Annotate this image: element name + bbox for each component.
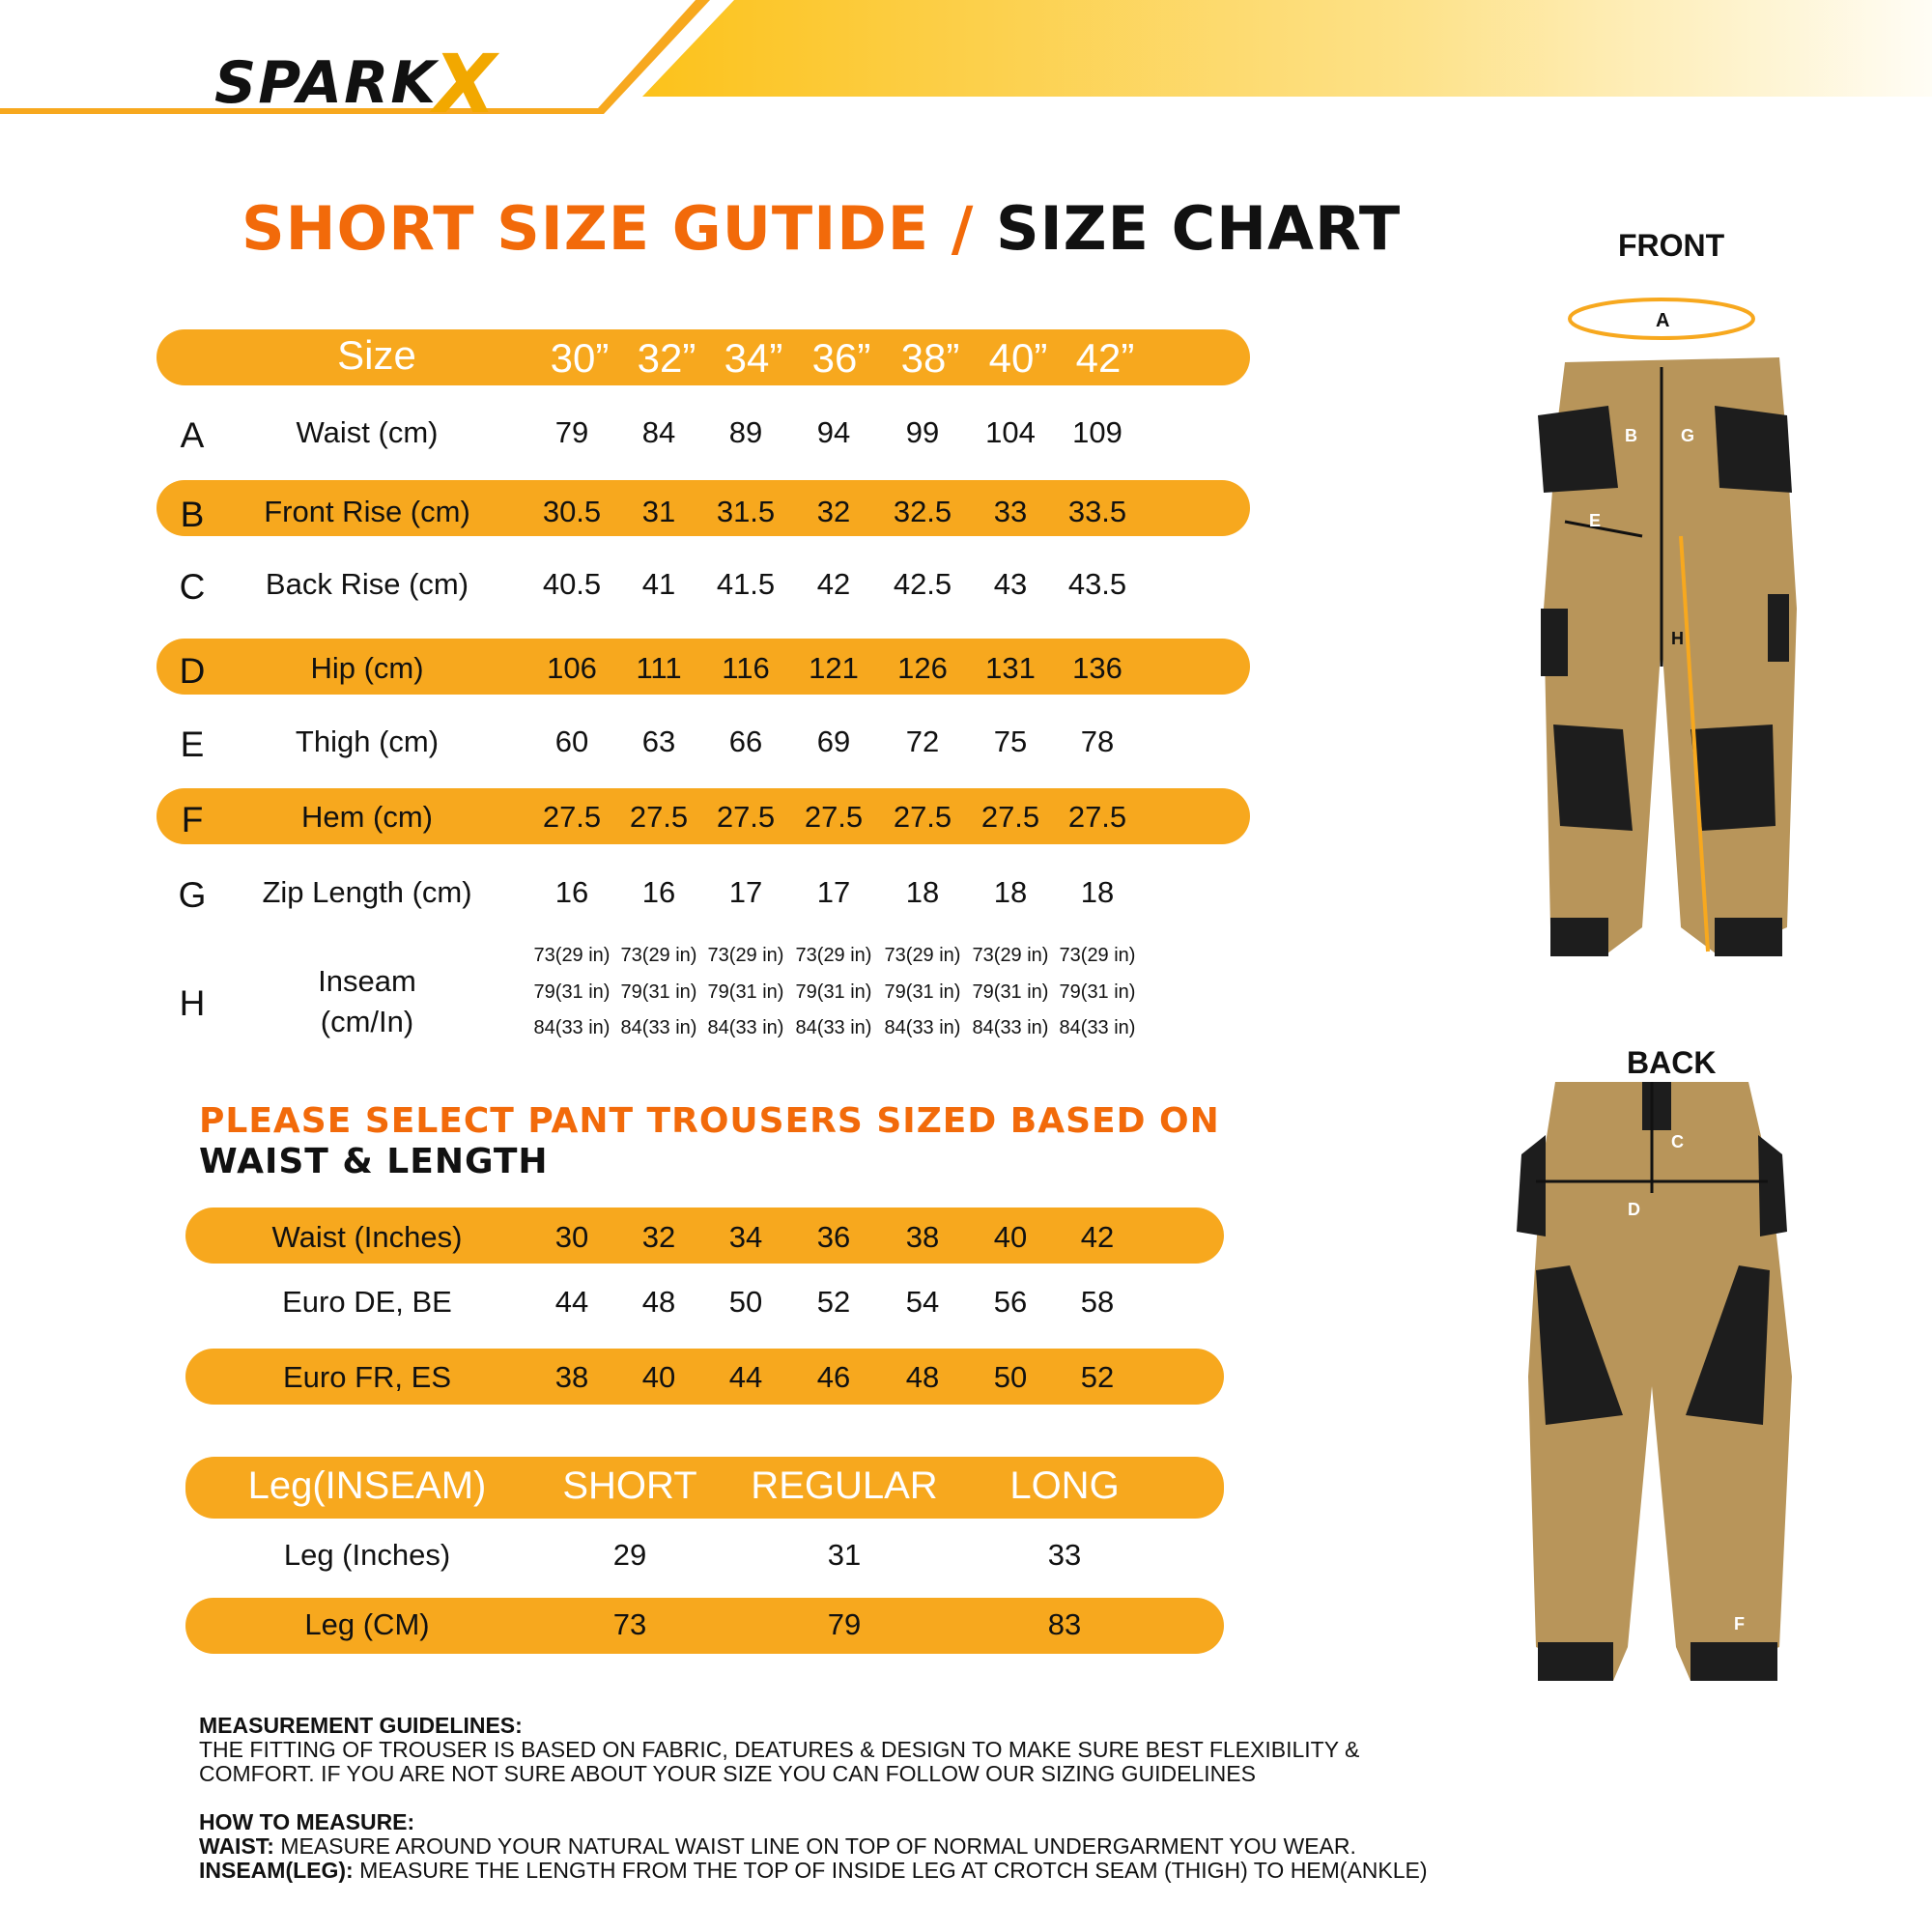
row-letter: B xyxy=(180,495,205,534)
waist-row-value: 34 xyxy=(728,1220,763,1254)
waist-row-value: 58 xyxy=(1080,1285,1115,1319)
title-part2: SIZE CHART xyxy=(995,193,1402,264)
row-value: 40.5 xyxy=(542,567,602,601)
inseam-letter: H xyxy=(179,983,206,1023)
row-label: Hip (cm) xyxy=(310,651,424,685)
row-value: 116 xyxy=(722,651,770,685)
row-value: 41 xyxy=(641,567,676,601)
back-mark-d: D xyxy=(1628,1200,1640,1219)
row-value: 18 xyxy=(1080,875,1115,909)
front-view-label: FRONT xyxy=(1618,228,1725,263)
leg-row-value: 31 xyxy=(827,1538,862,1572)
size-header-col: 42” xyxy=(1075,335,1135,381)
row-letter: C xyxy=(179,567,206,607)
leg-row-label: Leg (CM) xyxy=(304,1607,430,1641)
waist-row-value: 54 xyxy=(905,1285,940,1319)
waist-row-value: 50 xyxy=(993,1360,1028,1394)
row-value: 104 xyxy=(985,415,1036,449)
row-value: 75 xyxy=(993,724,1028,758)
front-mark-a: A xyxy=(1656,310,1670,331)
leg-header-col: REGULAR xyxy=(751,1464,938,1507)
waist-row-label: Waist (Inches) xyxy=(271,1220,463,1254)
leg-header-label: Leg(INSEAM) xyxy=(247,1464,487,1507)
size-header-col: 38” xyxy=(900,335,960,381)
leg-row-value: 33 xyxy=(1047,1538,1082,1572)
row-letter: D xyxy=(179,651,206,691)
inseam-value: 73(29 in) xyxy=(533,945,611,966)
inseam-value: 73(29 in) xyxy=(1059,945,1136,966)
row-value: 17 xyxy=(816,875,851,909)
row-label: Thigh (cm) xyxy=(295,724,440,758)
waist-row-value: 56 xyxy=(993,1285,1028,1319)
row-value: 136 xyxy=(1072,651,1122,685)
row-value: 16 xyxy=(641,875,676,909)
row-value: 106 xyxy=(547,651,597,685)
inseam-value: 73(29 in) xyxy=(795,945,872,966)
row-value: 17 xyxy=(728,875,763,909)
row-label: Zip Length (cm) xyxy=(262,875,472,909)
row-value: 60 xyxy=(554,724,589,758)
row-value: 27.5 xyxy=(542,800,602,834)
select-heading-line2: WAIST & LENGTH xyxy=(199,1142,549,1181)
waist-row-label: Euro FR, ES xyxy=(283,1360,451,1394)
row-value: 27.5 xyxy=(716,800,776,834)
row-label: Front Rise (cm) xyxy=(264,495,470,528)
waist-row-value: 52 xyxy=(816,1285,851,1319)
back-pants-illustration xyxy=(1517,1077,1826,1695)
waist-row-value: 40 xyxy=(641,1360,676,1394)
waist-row-value: 48 xyxy=(905,1360,940,1394)
row-label: Waist (cm) xyxy=(296,415,439,449)
inseam-value: 73(29 in) xyxy=(707,945,784,966)
inseam-value: 84(33 in) xyxy=(1059,1017,1136,1038)
row-value: 43.5 xyxy=(1067,567,1127,601)
row-letter: E xyxy=(180,724,205,764)
row-value: 33.5 xyxy=(1067,495,1127,528)
row-value: 78 xyxy=(1080,724,1115,758)
row-value: 79 xyxy=(554,415,589,449)
inseam-value: 79(31 in) xyxy=(533,981,611,1003)
row-value: 43 xyxy=(993,567,1028,601)
how-to-heading: HOW TO MEASURE: xyxy=(199,1809,415,1834)
page-title xyxy=(242,193,1401,264)
waist-row-value: 36 xyxy=(816,1220,851,1254)
row-value: 89 xyxy=(728,415,763,449)
how-to-waist: WAIST: MEASURE AROUND YOUR NATURAL WAIST LINE ON TOP OF NORMAL UNDERGARMENT YOU WEAR. xyxy=(199,1833,1356,1859)
brand-logo: SPARKX xyxy=(214,37,498,131)
front-pants-illustration xyxy=(1526,290,1816,966)
size-header-col: 32” xyxy=(637,335,696,381)
inseam-value: 84(33 in) xyxy=(620,1017,697,1038)
row-value: 18 xyxy=(993,875,1028,909)
front-mark-e: E xyxy=(1589,511,1602,530)
inseam-label-line2: (cm/In) xyxy=(320,1005,414,1038)
leg-row-label: Leg (Inches) xyxy=(283,1538,451,1572)
waist-row-value: 48 xyxy=(641,1285,676,1319)
row-value: 18 xyxy=(905,875,940,909)
waist-row-value: 42 xyxy=(1080,1220,1115,1254)
inseam-value: 79(31 in) xyxy=(620,981,697,1003)
waist-row-value: 38 xyxy=(905,1220,940,1254)
inseam-value: 73(29 in) xyxy=(884,945,961,966)
leg-row-value: 79 xyxy=(827,1607,862,1641)
row-value: 99 xyxy=(905,415,940,449)
size-header-col: 36” xyxy=(811,335,871,381)
row-value: 42.5 xyxy=(893,567,952,601)
leg-header-col: SHORT xyxy=(562,1464,697,1507)
inseam-value: 84(33 in) xyxy=(533,1017,611,1038)
row-value: 131 xyxy=(985,651,1036,685)
leg-row-value: 73 xyxy=(612,1607,647,1641)
row-value: 41.5 xyxy=(716,567,776,601)
inseam-value: 79(31 in) xyxy=(884,981,961,1003)
row-value: 111 xyxy=(636,651,682,685)
row-letter: A xyxy=(180,415,205,455)
row-value: 27.5 xyxy=(1067,800,1127,834)
row-value: 32.5 xyxy=(893,495,952,528)
waist-row-value: 44 xyxy=(554,1285,589,1319)
waist-row-value: 32 xyxy=(641,1220,676,1254)
row-value: 63 xyxy=(641,724,676,758)
row-value: 69 xyxy=(816,724,851,758)
back-mark-f: F xyxy=(1734,1614,1745,1634)
row-value: 27.5 xyxy=(804,800,864,834)
how-to-measure xyxy=(199,1810,1428,1883)
size-header-label: Size xyxy=(337,332,416,378)
inseam-value: 73(29 in) xyxy=(972,945,1049,966)
waist-row-value: 46 xyxy=(816,1360,851,1394)
row-label: Hem (cm) xyxy=(300,800,434,834)
front-mark-h: H xyxy=(1671,629,1684,648)
measurement-guidelines xyxy=(199,1714,1359,1786)
row-value: 66 xyxy=(728,724,763,758)
header-banner xyxy=(0,0,1932,131)
row-value: 109 xyxy=(1072,415,1122,449)
waist-row-label: Euro DE, BE xyxy=(282,1285,452,1319)
waist-row-value: 52 xyxy=(1080,1360,1115,1394)
inseam-value: 84(33 in) xyxy=(972,1017,1049,1038)
row-value: 27.5 xyxy=(893,800,952,834)
inseam-value: 79(31 in) xyxy=(795,981,872,1003)
waist-row-value: 44 xyxy=(728,1360,763,1394)
back-mark-c: C xyxy=(1671,1132,1684,1151)
how-to-inseam: INSEAM(LEG): MEASURE THE LENGTH FROM THE TOP OF INSIDE LEG AT CROTCH SEAM (THIGH) TO HEM(ANKLE) xyxy=(199,1858,1428,1883)
waist-row-value: 30 xyxy=(554,1220,589,1254)
inseam-value: 79(31 in) xyxy=(972,981,1049,1003)
row-value: 30.5 xyxy=(542,495,602,528)
row-value: 27.5 xyxy=(629,800,689,834)
inseam-value: 84(33 in) xyxy=(884,1017,961,1038)
size-header-col: 30” xyxy=(550,335,610,381)
row-label: Back Rise (cm) xyxy=(265,567,469,601)
title-separator: / xyxy=(951,193,975,264)
inseam-value: 84(33 in) xyxy=(795,1017,872,1038)
waist-row-value: 40 xyxy=(993,1220,1028,1254)
row-value: 84 xyxy=(641,415,676,449)
inseam-label-line1: Inseam xyxy=(318,964,416,998)
inseam-value: 79(31 in) xyxy=(707,981,784,1003)
row-letter: G xyxy=(178,875,207,915)
waist-row-value: 50 xyxy=(728,1285,763,1319)
row-value: 42 xyxy=(816,567,851,601)
row-value: 31 xyxy=(641,495,676,528)
size-header-col: 34” xyxy=(724,335,783,381)
row-value: 121 xyxy=(809,651,859,685)
guidelines-line2: COMFORT. IF YOU ARE NOT SURE ABOUT YOUR SIZE YOU CAN FOLLOW OUR SIZING GUIDELINES xyxy=(199,1761,1256,1786)
inseam-value: 84(33 in) xyxy=(707,1017,784,1038)
leg-row-value: 29 xyxy=(612,1538,647,1572)
waist-row-value: 38 xyxy=(554,1360,589,1394)
size-header-col: 40” xyxy=(988,335,1048,381)
row-value: 126 xyxy=(897,651,948,685)
row-letter: F xyxy=(181,800,204,839)
row-value: 33 xyxy=(993,495,1028,528)
guidelines-line1: THE FITTING OF TROUSER IS BASED ON FABRIC, DEATURES & DESIGN TO MAKE SURE BEST FLEXIBILITY & xyxy=(199,1737,1360,1762)
row-value: 94 xyxy=(816,415,851,449)
leg-row-value: 83 xyxy=(1047,1607,1082,1641)
front-mark-b: B xyxy=(1625,426,1637,445)
row-value: 27.5 xyxy=(980,800,1040,834)
row-value: 31.5 xyxy=(716,495,776,528)
select-heading-line1: PLEASE SELECT PANT TROUSERS SIZED BASED ON xyxy=(199,1101,1220,1141)
row-value: 72 xyxy=(905,724,940,758)
back-view-label: BACK xyxy=(1627,1045,1717,1080)
row-value: 16 xyxy=(554,875,589,909)
inseam-value: 79(31 in) xyxy=(1059,981,1136,1003)
inseam-value: 73(29 in) xyxy=(620,945,697,966)
guidelines-heading: MEASUREMENT GUIDELINES: xyxy=(199,1713,523,1738)
row-value: 32 xyxy=(816,495,851,528)
title-part1: SHORT SIZE GUTIDE xyxy=(242,193,930,264)
front-mark-g: G xyxy=(1681,426,1695,445)
leg-header-col: LONG xyxy=(1009,1464,1120,1507)
